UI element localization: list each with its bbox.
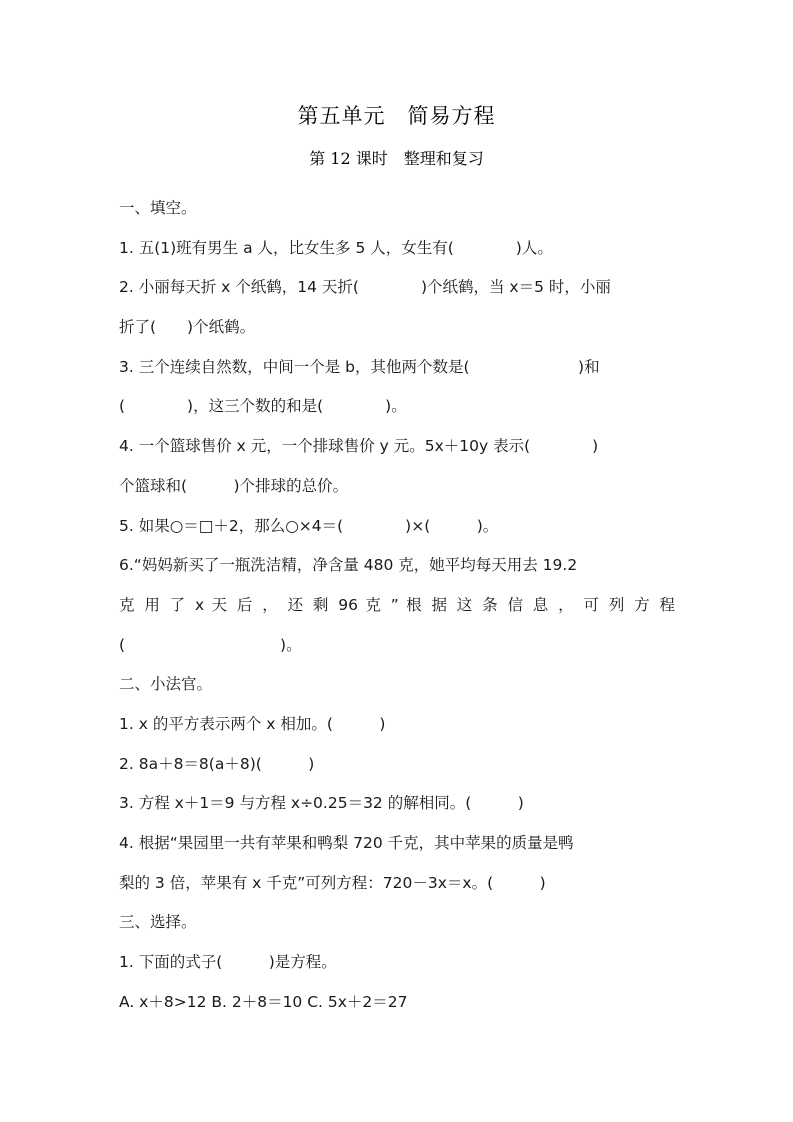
section-heading-judge: 二、小法官。 — [119, 675, 213, 694]
section-heading-choose: 三、选择。 — [119, 913, 197, 932]
question-line: 梨的 3 倍，苹果有 x 千克”可列方程：720－3x＝x。( ) — [119, 873, 546, 892]
question-line: 4. 根据“果园里一共有苹果和鸭梨 720 千克，其中苹果的质量是鸭 — [119, 834, 574, 852]
lesson-title: 第 12 课时 整理和复习 — [309, 149, 484, 168]
question-line: 3. 三个连续自然数，中间一个是 b，其他两个数是( )和 — [119, 357, 600, 376]
question-line: 6.“妈妈新买了一瓶洗洁精，净含量 480 克，她平均每天用去 19.2 — [119, 556, 578, 575]
unit-title: 第五单元 简易方程 — [297, 104, 496, 128]
question-line: 4. 一个篮球售价 x 元，一个排球售价 y 元。5x＋10y 表示( ) — [119, 437, 599, 456]
question-line: 1. 五(1)班有男生 a 人，比女生多 5 人，女生有( )人。 — [119, 238, 553, 257]
section-heading-fill-blank: 一、填空。 — [119, 199, 197, 217]
worksheet-content — [119, 189, 675, 1022]
question-line: 3. 方程 x＋1＝9 与方程 x÷0.25＝32 的解相同。( ) — [119, 794, 524, 813]
question-line: ( )。 — [119, 635, 302, 654]
question-line: 克 用 了 x 天 后 ， 还 剩 96 克 ” 根 据 这 条 信 息 ， 可 列 方 程 — [119, 595, 675, 614]
question-line: 2. 8a＋8＝8(a＋8)( ) — [119, 754, 315, 773]
question-line: 个篮球和( )个排球的总价。 — [119, 476, 349, 495]
question-line: 折了( )个纸鹤。 — [119, 318, 256, 337]
question-line: 2. 小丽每天折 x 个纸鹤，14 天折( )个纸鹤，当 x＝5 时，小丽 — [119, 278, 611, 297]
question-line: 1. 下面的式子( )是方程。 — [119, 953, 337, 972]
question-line: 5. 如果○＝□＋2，那么○×4＝( )×( )。 — [119, 516, 499, 535]
question-line: ( )，这三个数的和是( )。 — [119, 397, 407, 416]
choice-options: A. x＋8>12 B. 2＋8＝10 C. 5x＋2＝27 — [119, 992, 408, 1011]
question-line: 1. x 的平方表示两个 x 相加。( ) — [119, 714, 386, 733]
